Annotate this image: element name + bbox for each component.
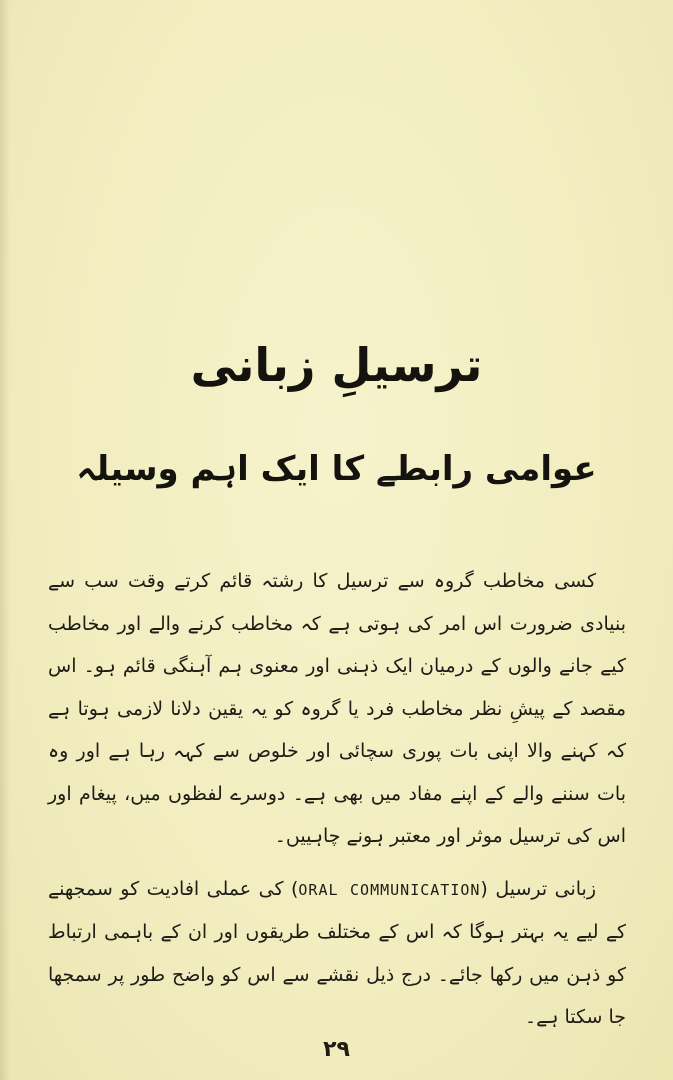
oral-communication-term: ORAL COMMUNICATION — [298, 880, 481, 899]
paragraph-2-end: ) کی عملی افادیت کو سمجھنے کے لیے یہ بہتر ہوگا کہ اس کے مختلف طریقوں اور ان کے باہمی ارتباط کو ذہن میں رکھا جائے۔ درج ذیل نقشے سے اس کو واضح طور پر سمجھا جا سکتا ہے۔ — [48, 877, 626, 1028]
page-edge-shadow — [0, 0, 10, 1080]
paragraph-1: کسی مخاطب گروہ سے ترسیل کا رشتہ قائم کرتے وقت سب سے بنیادی ضرورت اس امر کی ہوتی ہے کہ مخاطب کرنے والے اور مخاطب کیے جانے والوں کے درمیان ایک ذہنی اور معنوی ہم آہنگی قائم ہو۔ اس مقصد کے پیشِ نظر مخاطب فرد یا گروہ کو یہ یقین دلانا لازمی ہوتا ہے کہ کہنے والا اپنی بات پوری سچائی اور خلوص سے کہہ رہا ہے اور وہ بات سننے والے کے اپنے مفاد میں بھی ہے۔ دوسرے لفظوں میں، پیغام اور اس کی ترسیل موثر اور معتبر ہونے چاہییں۔ — [48, 570, 626, 847]
chapter-subtitle: عوامی رابطے کا ایک اہم وسیلہ — [76, 449, 597, 489]
body-text — [48, 560, 626, 1039]
chapter-title: ترسیلِ زبانی — [190, 338, 483, 392]
paragraph-2-start: زبانی ترسیل ( — [480, 877, 597, 900]
paragraph-2 — [48, 868, 626, 1039]
page-number: ۲۹ — [323, 1037, 350, 1062]
